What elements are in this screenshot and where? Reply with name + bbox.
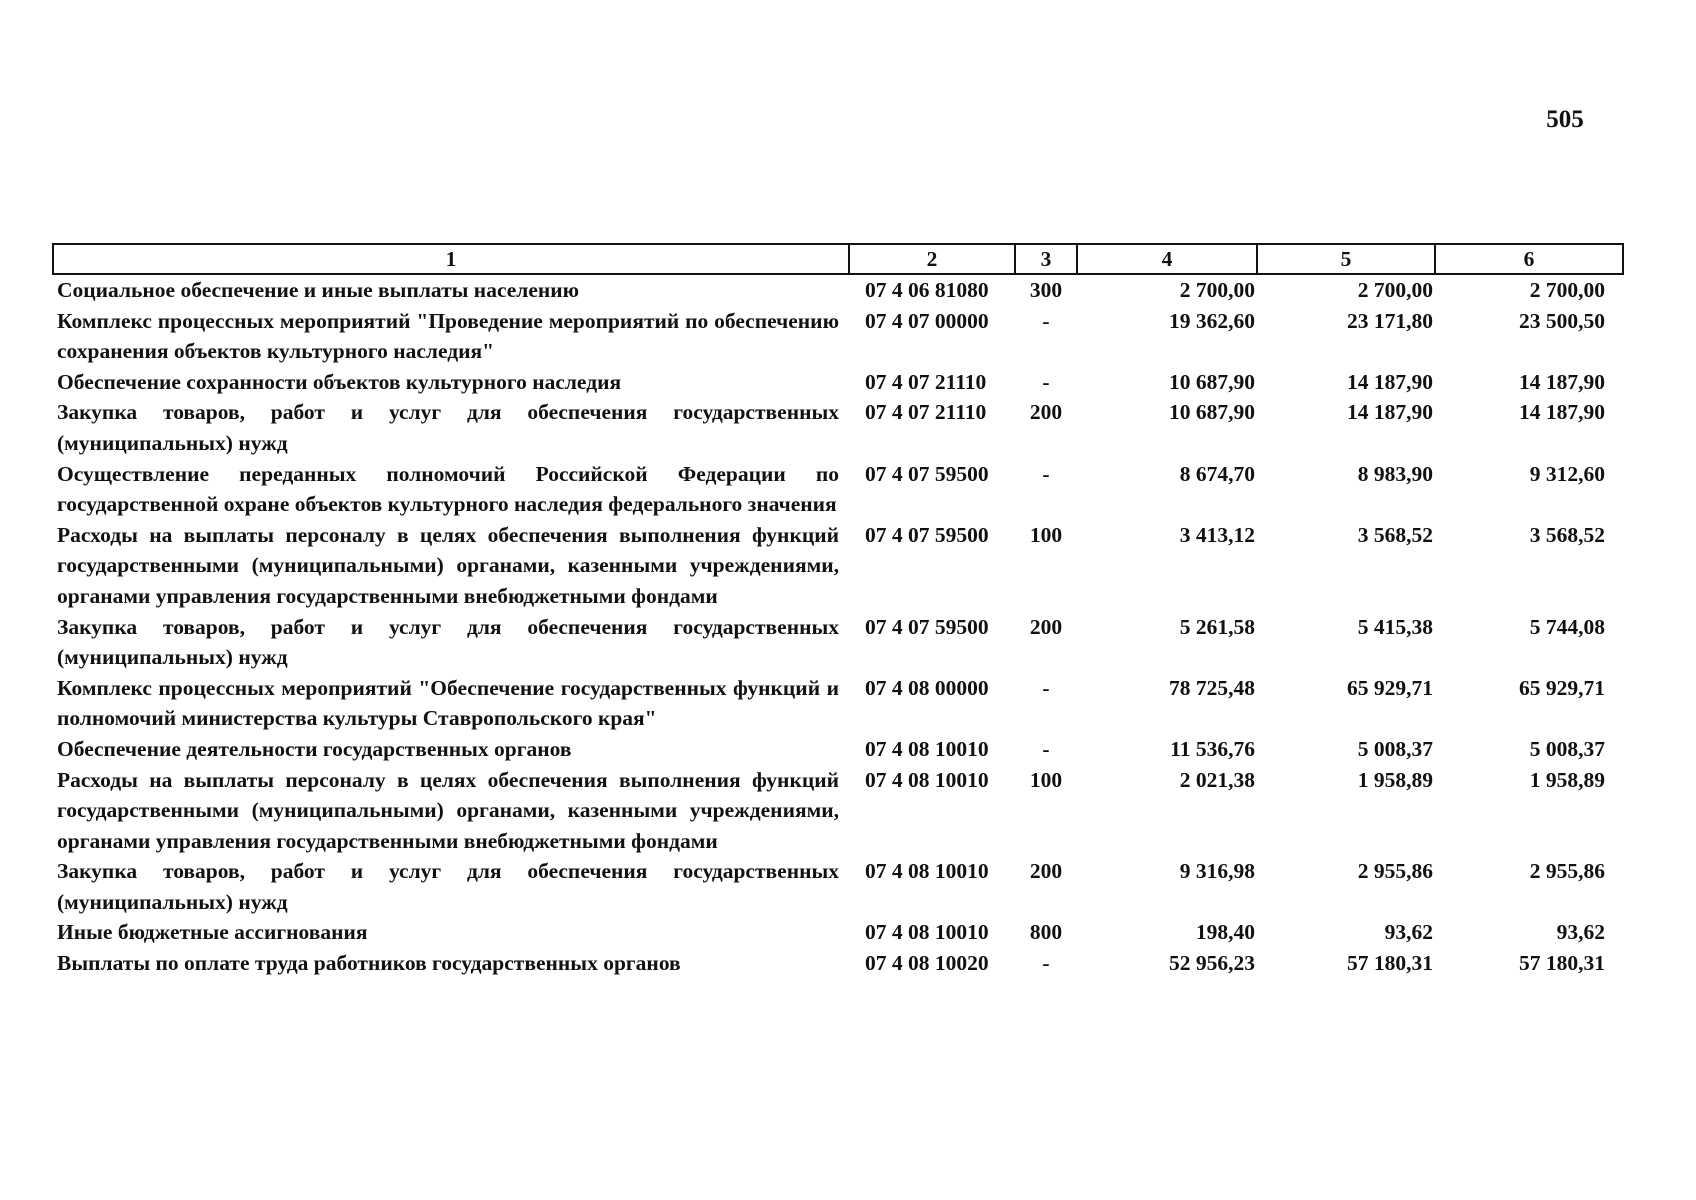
row-value-6: 2 700,00 [1529, 278, 1605, 302]
row-value-5: 14 187,90 [1347, 369, 1433, 394]
row-name: Закупка товаров, работ и услуг для обеспечения государственных (муниципальных) нужд [57, 400, 839, 455]
row-expense-type: - [1042, 736, 1050, 761]
row-value-4: 3 413,12 [1179, 522, 1255, 547]
row-code: 07 4 08 10010 [865, 767, 989, 792]
header-col-2: 2 [849, 244, 1015, 274]
row-code: 07 4 07 59500 [865, 614, 989, 639]
row-value-5: 5 415,38 [1357, 614, 1433, 639]
header-col-3: 3 [1015, 244, 1077, 274]
row-name: Выплаты по оплате труда работников государственных органов [57, 951, 681, 976]
row-value-4: 10 687,90 [1169, 369, 1255, 394]
header-col-5: 5 [1257, 244, 1435, 274]
row-value-5: 2 955,86 [1357, 859, 1433, 884]
row-expense-type: 300 [1029, 278, 1063, 302]
row-name: Осуществление переданных полномочий Российской Федерации по государственной охране объектов культурного наследия федерального значения [57, 461, 839, 517]
row-value-4: 11 536,76 [1170, 736, 1255, 761]
row-value-4: 8 674,70 [1179, 461, 1255, 486]
budget-table [52, 243, 1624, 979]
row-value-4: 2 021,38 [1179, 767, 1255, 792]
row-name: Комплекс процессных мероприятий "Проведение мероприятий по обеспечению сохранения объектов культурного наследия" [57, 308, 839, 364]
header-row [53, 244, 1623, 274]
table-row [53, 306, 1623, 367]
row-value-5: 5 008,37 [1357, 736, 1433, 761]
row-value-4: 78 725,48 [1169, 675, 1255, 700]
row-value-6: 57 180,31 [1519, 951, 1605, 976]
header-col-6: 6 [1435, 244, 1623, 274]
row-expense-type: 200 [1029, 400, 1063, 425]
row-code: 07 4 07 21110 [865, 369, 987, 394]
row-expense-type: 100 [1029, 522, 1063, 547]
page-number: 505 [1546, 106, 1584, 133]
row-expense-type: - [1042, 369, 1050, 394]
row-value-5: 2 700,00 [1357, 278, 1433, 302]
row-code: 07 4 08 10020 [865, 951, 989, 976]
row-value-6: 1 958,89 [1529, 767, 1605, 792]
row-code: 07 4 07 21110 [865, 400, 987, 425]
row-value-6: 3 568,52 [1529, 522, 1605, 547]
row-name: Расходы на выплаты персоналу в целях обеспечения выполнения функций государственными (муниципальными) органами, казенными учреждениями, органами управления государственными внебюджетными фондами [57, 522, 839, 608]
row-name: Иные бюджетные ассигнования [57, 920, 368, 945]
row-value-5: 3 568,52 [1357, 522, 1433, 547]
row-value-4: 52 956,23 [1169, 951, 1255, 976]
row-value-6: 5 744,08 [1529, 614, 1605, 639]
row-value-4: 2 700,00 [1179, 278, 1255, 302]
row-name: Закупка товаров, работ и услуг для обеспечения государственных (муниципальных) нужд [57, 614, 839, 670]
table-row [53, 765, 1623, 857]
header-col-1: 1 [53, 244, 849, 274]
row-value-6: 14 187,90 [1519, 369, 1605, 394]
row-value-5: 23 171,80 [1347, 308, 1433, 333]
row-value-6: 9 312,60 [1529, 461, 1605, 486]
row-value-4: 5 261,58 [1179, 614, 1255, 639]
table-row [53, 917, 1623, 948]
table-row [53, 856, 1623, 917]
table-row [53, 274, 1623, 306]
row-expense-type: - [1042, 951, 1050, 976]
row-code: 07 4 06 81080 [865, 278, 989, 302]
table-row [53, 397, 1623, 458]
row-name: Социальное обеспечение и иные выплаты населению [57, 278, 580, 302]
row-value-5: 65 929,71 [1347, 675, 1433, 700]
row-code: 07 4 08 10010 [865, 920, 989, 945]
row-value-5: 1 958,89 [1357, 767, 1433, 792]
row-expense-type: 800 [1029, 920, 1063, 945]
row-code: 07 4 07 59500 [865, 461, 989, 486]
row-value-5: 57 180,31 [1347, 951, 1433, 976]
row-value-5: 14 187,90 [1347, 400, 1433, 425]
row-value-6: 23 500,50 [1519, 308, 1605, 333]
row-expense-type: - [1042, 308, 1050, 333]
row-name: Закупка товаров, работ и услуг для обеспечения государственных (муниципальных) нужд [57, 859, 839, 914]
row-code: 07 4 08 10010 [865, 736, 989, 761]
table-row [53, 459, 1623, 520]
row-value-4: 9 316,98 [1179, 859, 1255, 884]
row-expense-type: 200 [1029, 859, 1063, 884]
row-value-5: 8 983,90 [1357, 461, 1433, 486]
table-row [53, 734, 1623, 765]
row-value-6: 2 955,86 [1529, 859, 1605, 884]
row-name: Обеспечение сохранности объектов культурного наследия [57, 369, 622, 394]
row-code: 07 4 08 00000 [865, 675, 989, 700]
row-value-4: 198,40 [1195, 920, 1255, 945]
row-code: 07 4 07 00000 [865, 308, 989, 333]
row-expense-type: - [1042, 461, 1050, 486]
row-value-4: 19 362,60 [1169, 308, 1255, 333]
row-value-6: 65 929,71 [1519, 675, 1605, 700]
row-name: Обеспечение деятельности государственных органов [57, 736, 572, 761]
row-expense-type: 100 [1029, 767, 1063, 792]
row-expense-type: - [1042, 675, 1050, 700]
row-expense-type: 200 [1029, 614, 1063, 639]
row-value-6: 14 187,90 [1519, 400, 1605, 425]
row-code: 07 4 07 59500 [865, 522, 989, 547]
row-code: 07 4 08 10010 [865, 859, 989, 884]
row-value-5: 93,62 [1384, 920, 1433, 945]
header-col-4: 4 [1077, 244, 1257, 274]
table-row [53, 948, 1623, 979]
row-name: Расходы на выплаты персоналу в целях обеспечения выполнения функций государственными (муниципальными) органами, казенными учреждениями, органами управления государственными внебюджетными фондами [57, 767, 839, 853]
row-value-4: 10 687,90 [1169, 400, 1255, 425]
table-row [53, 673, 1623, 734]
row-value-6: 5 008,37 [1529, 736, 1605, 761]
row-name: Комплекс процессных мероприятий "Обеспечение государственных функций и полномочий министерства культуры Ставропольского края" [57, 675, 839, 731]
table-row [53, 612, 1623, 673]
table-row [53, 520, 1623, 612]
table-header [53, 244, 1623, 274]
row-value-6: 93,62 [1556, 920, 1605, 945]
table-row [53, 367, 1623, 398]
table-body [53, 274, 1623, 979]
